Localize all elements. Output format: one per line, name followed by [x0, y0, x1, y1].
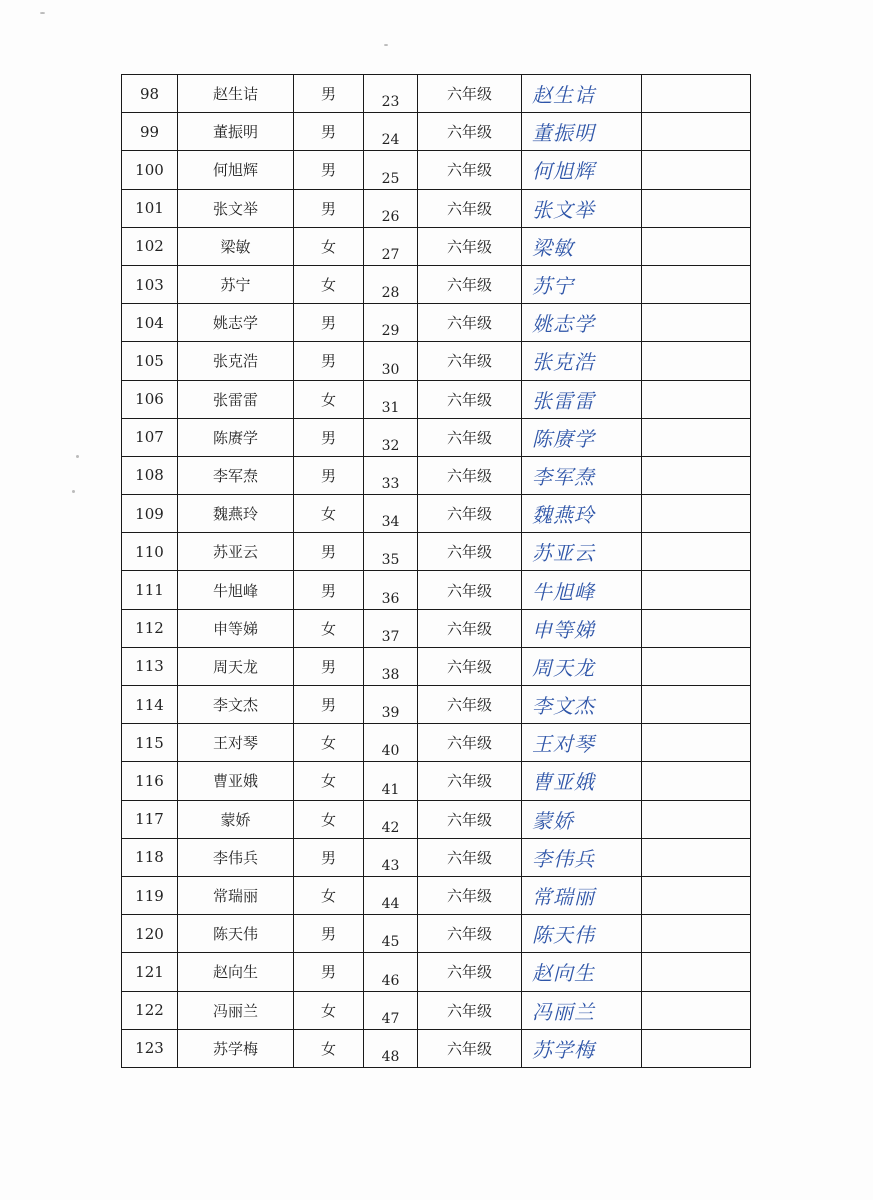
scan-speck: [72, 490, 75, 493]
seat-number: 33: [364, 456, 418, 494]
student-gender: 女: [294, 495, 364, 533]
student-name: 赵生诘: [178, 75, 294, 113]
student-name: 张克浩: [178, 342, 294, 380]
scan-speck: [40, 12, 45, 14]
student-grade: 六年级: [418, 876, 522, 914]
student-gender: 男: [294, 342, 364, 380]
student-grade: 六年级: [418, 189, 522, 227]
handwritten-signature: 苏学梅: [522, 1029, 642, 1067]
student-id: 114: [122, 686, 178, 724]
student-id: 98: [122, 75, 178, 113]
student-gender: 女: [294, 609, 364, 647]
student-id: 109: [122, 495, 178, 533]
seat-number: 38: [364, 647, 418, 685]
student-grade: 六年级: [418, 1029, 522, 1067]
handwritten-signature: 申等娣: [522, 609, 642, 647]
student-grade: 六年级: [418, 342, 522, 380]
student-grade: 六年级: [418, 113, 522, 151]
student-gender: 女: [294, 991, 364, 1029]
student-name: 何旭辉: [178, 151, 294, 189]
student-id: 117: [122, 800, 178, 838]
blank-cell: [642, 762, 751, 800]
table-row: [122, 456, 751, 494]
student-grade: 六年级: [418, 991, 522, 1029]
table-row: [122, 75, 751, 113]
handwritten-signature: 牛旭峰: [522, 571, 642, 609]
student-gender: 男: [294, 75, 364, 113]
student-name: 赵向生: [178, 953, 294, 991]
blank-cell: [642, 800, 751, 838]
handwritten-signature: 何旭辉: [522, 151, 642, 189]
handwritten-signature: 王对琴: [522, 724, 642, 762]
student-id: 121: [122, 953, 178, 991]
student-grade: 六年级: [418, 915, 522, 953]
blank-cell: [642, 75, 751, 113]
handwritten-signature: 李军焘: [522, 456, 642, 494]
table-row: [122, 1029, 751, 1067]
roster-body: [122, 75, 751, 1068]
student-grade: 六年级: [418, 495, 522, 533]
student-grade: 六年级: [418, 456, 522, 494]
seat-number: 35: [364, 533, 418, 571]
blank-cell: [642, 495, 751, 533]
student-name: 姚志学: [178, 304, 294, 342]
student-name: 董振明: [178, 113, 294, 151]
seat-number: 44: [364, 876, 418, 914]
seat-number: 23: [364, 75, 418, 113]
blank-cell: [642, 265, 751, 303]
seat-number: 25: [364, 151, 418, 189]
student-id: 112: [122, 609, 178, 647]
handwritten-signature: 李伟兵: [522, 838, 642, 876]
seat-number: 48: [364, 1029, 418, 1067]
student-roster-table: [121, 74, 751, 1068]
seat-number: 26: [364, 189, 418, 227]
handwritten-signature: 张文举: [522, 189, 642, 227]
student-id: 123: [122, 1029, 178, 1067]
student-name: 陈赓学: [178, 418, 294, 456]
student-grade: 六年级: [418, 533, 522, 571]
handwritten-signature: 苏亚云: [522, 533, 642, 571]
seat-number: 46: [364, 953, 418, 991]
blank-cell: [642, 151, 751, 189]
student-id: 116: [122, 762, 178, 800]
student-grade: 六年级: [418, 75, 522, 113]
table-row: [122, 418, 751, 456]
blank-cell: [642, 724, 751, 762]
seat-number: 39: [364, 686, 418, 724]
seat-number: 40: [364, 724, 418, 762]
student-grade: 六年级: [418, 227, 522, 265]
student-grade: 六年级: [418, 838, 522, 876]
table-row: [122, 915, 751, 953]
student-id: 115: [122, 724, 178, 762]
student-id: 103: [122, 265, 178, 303]
student-id: 107: [122, 418, 178, 456]
blank-cell: [642, 1029, 751, 1067]
student-id: 122: [122, 991, 178, 1029]
student-name: 申等娣: [178, 609, 294, 647]
blank-cell: [642, 189, 751, 227]
seat-number: 32: [364, 418, 418, 456]
blank-cell: [642, 304, 751, 342]
student-gender: 男: [294, 533, 364, 571]
blank-cell: [642, 686, 751, 724]
blank-cell: [642, 915, 751, 953]
student-gender: 男: [294, 647, 364, 685]
student-grade: 六年级: [418, 724, 522, 762]
student-gender: 男: [294, 189, 364, 227]
table-row: [122, 304, 751, 342]
handwritten-signature: 李文杰: [522, 686, 642, 724]
student-name: 曹亚娥: [178, 762, 294, 800]
scan-speck: [384, 44, 388, 46]
student-name: 冯丽兰: [178, 991, 294, 1029]
seat-number: 42: [364, 800, 418, 838]
table-row: [122, 876, 751, 914]
student-gender: 女: [294, 1029, 364, 1067]
student-gender: 女: [294, 724, 364, 762]
student-name: 李伟兵: [178, 838, 294, 876]
handwritten-signature: 董振明: [522, 113, 642, 151]
student-grade: 六年级: [418, 418, 522, 456]
blank-cell: [642, 953, 751, 991]
student-gender: 男: [294, 151, 364, 189]
student-id: 106: [122, 380, 178, 418]
table-row: [122, 762, 751, 800]
blank-cell: [642, 571, 751, 609]
blank-cell: [642, 380, 751, 418]
handwritten-signature: 周天龙: [522, 647, 642, 685]
blank-cell: [642, 876, 751, 914]
student-gender: 女: [294, 876, 364, 914]
student-id: 100: [122, 151, 178, 189]
student-id: 102: [122, 227, 178, 265]
table-row: [122, 113, 751, 151]
seat-number: 28: [364, 265, 418, 303]
handwritten-signature: 张克浩: [522, 342, 642, 380]
seat-number: 43: [364, 838, 418, 876]
student-gender: 女: [294, 800, 364, 838]
seat-number: 30: [364, 342, 418, 380]
table-row: [122, 380, 751, 418]
seat-number: 31: [364, 380, 418, 418]
student-name: 李军焘: [178, 456, 294, 494]
student-id: 105: [122, 342, 178, 380]
student-name: 张雷雷: [178, 380, 294, 418]
handwritten-signature: 张雷雷: [522, 380, 642, 418]
table-row: [122, 953, 751, 991]
student-grade: 六年级: [418, 647, 522, 685]
scan-speck: [76, 455, 79, 458]
blank-cell: [642, 991, 751, 1029]
student-gender: 女: [294, 265, 364, 303]
student-id: 111: [122, 571, 178, 609]
student-grade: 六年级: [418, 800, 522, 838]
student-grade: 六年级: [418, 953, 522, 991]
table-row: [122, 571, 751, 609]
blank-cell: [642, 609, 751, 647]
handwritten-signature: 赵生诘: [522, 75, 642, 113]
student-name: 陈天伟: [178, 915, 294, 953]
student-grade: 六年级: [418, 265, 522, 303]
blank-cell: [642, 418, 751, 456]
student-gender: 女: [294, 380, 364, 418]
table-row: [122, 991, 751, 1029]
student-name: 苏宁: [178, 265, 294, 303]
student-grade: 六年级: [418, 151, 522, 189]
table-row: [122, 533, 751, 571]
student-id: 108: [122, 456, 178, 494]
seat-number: 37: [364, 609, 418, 647]
table-row: [122, 227, 751, 265]
table-row: [122, 800, 751, 838]
student-grade: 六年级: [418, 686, 522, 724]
student-gender: 男: [294, 418, 364, 456]
seat-number: 34: [364, 495, 418, 533]
student-name: 牛旭峰: [178, 571, 294, 609]
student-grade: 六年级: [418, 380, 522, 418]
student-id: 110: [122, 533, 178, 571]
table-row: [122, 647, 751, 685]
table-row: [122, 189, 751, 227]
seat-number: 24: [364, 113, 418, 151]
handwritten-signature: 苏宁: [522, 265, 642, 303]
student-gender: 男: [294, 113, 364, 151]
blank-cell: [642, 227, 751, 265]
table-row: [122, 686, 751, 724]
seat-number: 36: [364, 571, 418, 609]
student-gender: 男: [294, 456, 364, 494]
blank-cell: [642, 533, 751, 571]
student-gender: 女: [294, 762, 364, 800]
blank-cell: [642, 647, 751, 685]
student-name: 魏燕玲: [178, 495, 294, 533]
student-name: 苏学梅: [178, 1029, 294, 1067]
table-row: [122, 151, 751, 189]
blank-cell: [642, 456, 751, 494]
table-row: [122, 342, 751, 380]
student-id: 113: [122, 647, 178, 685]
blank-cell: [642, 113, 751, 151]
handwritten-signature: 常瑞丽: [522, 876, 642, 914]
handwritten-signature: 陈天伟: [522, 915, 642, 953]
seat-number: 29: [364, 304, 418, 342]
student-gender: 男: [294, 953, 364, 991]
seat-number: 27: [364, 227, 418, 265]
student-gender: 男: [294, 838, 364, 876]
student-id: 118: [122, 838, 178, 876]
student-id: 99: [122, 113, 178, 151]
table-row: [122, 838, 751, 876]
student-name: 李文杰: [178, 686, 294, 724]
student-name: 蒙娇: [178, 800, 294, 838]
student-gender: 男: [294, 915, 364, 953]
handwritten-signature: 赵向生: [522, 953, 642, 991]
student-grade: 六年级: [418, 571, 522, 609]
student-grade: 六年级: [418, 304, 522, 342]
student-gender: 男: [294, 571, 364, 609]
handwritten-signature: 梁敏: [522, 227, 642, 265]
student-gender: 男: [294, 304, 364, 342]
table-row: [122, 724, 751, 762]
seat-number: 45: [364, 915, 418, 953]
student-grade: 六年级: [418, 762, 522, 800]
handwritten-signature: 曹亚娥: [522, 762, 642, 800]
blank-cell: [642, 342, 751, 380]
handwritten-signature: 魏燕玲: [522, 495, 642, 533]
student-name: 梁敏: [178, 227, 294, 265]
student-name: 张文举: [178, 189, 294, 227]
student-name: 常瑞丽: [178, 876, 294, 914]
student-gender: 男: [294, 686, 364, 724]
handwritten-signature: 蒙娇: [522, 800, 642, 838]
handwritten-signature: 陈赓学: [522, 418, 642, 456]
handwritten-signature: 冯丽兰: [522, 991, 642, 1029]
seat-number: 47: [364, 991, 418, 1029]
student-id: 119: [122, 876, 178, 914]
table-row: [122, 495, 751, 533]
student-id: 120: [122, 915, 178, 953]
seat-number: 41: [364, 762, 418, 800]
student-id: 101: [122, 189, 178, 227]
blank-cell: [642, 838, 751, 876]
student-grade: 六年级: [418, 609, 522, 647]
table-row: [122, 609, 751, 647]
student-gender: 女: [294, 227, 364, 265]
table-row: [122, 265, 751, 303]
student-name: 王对琴: [178, 724, 294, 762]
handwritten-signature: 姚志学: [522, 304, 642, 342]
student-name: 苏亚云: [178, 533, 294, 571]
student-id: 104: [122, 304, 178, 342]
student-name: 周天龙: [178, 647, 294, 685]
